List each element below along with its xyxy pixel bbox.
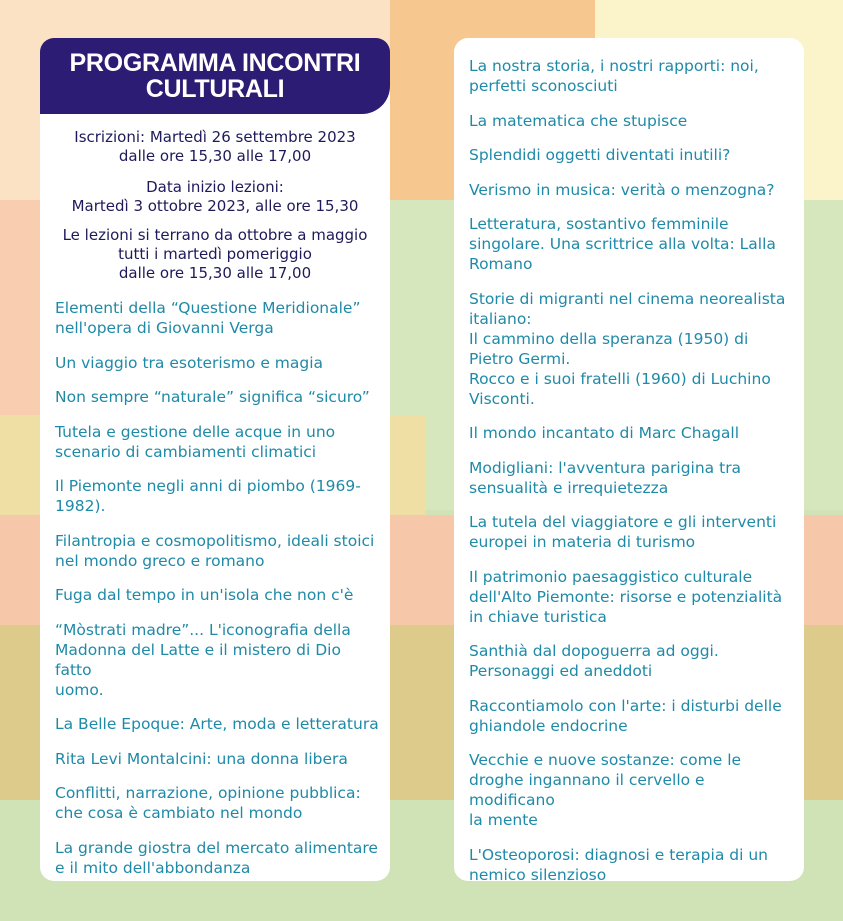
topic-item: L'Osteoporosi: diagnosi e terapia di un nemico silenzioso xyxy=(469,845,768,884)
left-topic-list xyxy=(55,298,380,892)
program-title-banner xyxy=(40,38,390,114)
right-program-card xyxy=(454,38,804,884)
start-info xyxy=(40,178,390,216)
topic-item: Tutela e gestione delle acque in uno scenario di cambiamenti climatici xyxy=(55,422,336,461)
topic-item: Il patrimonio paesaggistico culturale dell'Alto Piemonte: risorse e potenzialità in chiave turistica xyxy=(469,567,783,626)
topic-item: Vecchie e nuove sostanze: come le droghe ingannano il cervello e modificano la mente xyxy=(469,751,742,829)
registration-date: Iscrizioni: Martedì 26 settembre 2023 xyxy=(74,128,356,146)
topic-item: Modigliani: l'avventura parigina tra sensualità e irrequietezza xyxy=(469,458,742,497)
topic-item: Raccontiamolo con l'arte: i disturbi delle ghiandole endocrine xyxy=(469,696,782,735)
registration-hours: dalle ore 15,30 alle 17,00 xyxy=(118,147,312,165)
topic-item: Splendidi oggetti diventati inutili? xyxy=(469,146,731,164)
topic-item: La nostra storia, i nostri rapporti: noi, perfetti sconosciuti xyxy=(469,57,759,95)
topic-item: Fuga dal tempo in un'isola che non c'è xyxy=(55,586,354,604)
topic-item: Rita Levi Montalcini: una donna libera xyxy=(55,749,348,768)
bg-block-pink-left xyxy=(0,200,40,415)
schedule-period: Le lezioni si terrano da ottobre a maggio xyxy=(62,226,368,244)
registration-info xyxy=(40,128,390,166)
program-title-line2: CULTURALI xyxy=(145,75,285,103)
topic-item: Santhià dal dopoguerra ad oggi. Personaggi ed aneddoti xyxy=(469,642,719,680)
start-date: Martedì 3 ottobre 2023, alle ore 15,30 xyxy=(71,197,359,215)
topic-item: Un viaggio tra esoterismo e magia xyxy=(55,353,324,372)
program-title-line1: PROGRAMMA INCONTRI xyxy=(69,49,361,77)
topic-item: La Belle Epoque: Arte, moda e letteratura xyxy=(55,715,379,733)
schedule-hours: dalle ore 15,30 alle 17,00 xyxy=(118,264,312,282)
left-program-card xyxy=(40,38,390,881)
right-topic-list xyxy=(469,56,789,885)
topic-item: Letteratura, sostantivo femminile singolare. Una scrittrice alla volta: Lalla Romano xyxy=(469,215,776,273)
topic-item: Il mondo incantato di Marc Chagall xyxy=(469,424,740,442)
topic-item: La matematica che stupisce xyxy=(469,111,688,130)
topic-item: Il Piemonte negli anni di piombo (1969- 1982). xyxy=(55,477,361,515)
topic-item: La grande giostra del mercato alimentare e il mito dell'abbondanza xyxy=(55,838,378,877)
topic-item: Filantropia e cosmopolitismo, ideali stoici nel mondo greco e romano xyxy=(55,531,375,570)
start-label: Data inizio lezioni: xyxy=(146,178,284,196)
topic-item: Conflitti, narrazione, opinione pubblica: che cosa è cambiato nel mondo xyxy=(55,784,361,822)
topic-item: Non sempre “naturale” significa “sicuro” xyxy=(55,388,370,406)
schedule-day: tutti i martedì pomeriggio xyxy=(118,245,312,263)
topic-item: Storie di migranti nel cinema neorealista italiano: Il cammino della speranza (1950) di Pietro Germi. Rocco e i suoi fratelli (1960) di Luchino Visconti. xyxy=(469,289,786,408)
topic-item: La tutela del viaggiatore e gli interventi europei in materia di turismo xyxy=(469,513,777,551)
topic-item: Verismo in musica: verità o menzogna? xyxy=(469,180,775,199)
topic-item: Elementi della “Questione Meridionale” nell'opera di Giovanni Verga xyxy=(55,299,361,337)
schedule-info xyxy=(40,226,390,283)
topic-item: “Mòstrati madre”... L'iconografia della Madonna del Latte e il mistero di Dio fatto uomo. xyxy=(55,620,351,699)
